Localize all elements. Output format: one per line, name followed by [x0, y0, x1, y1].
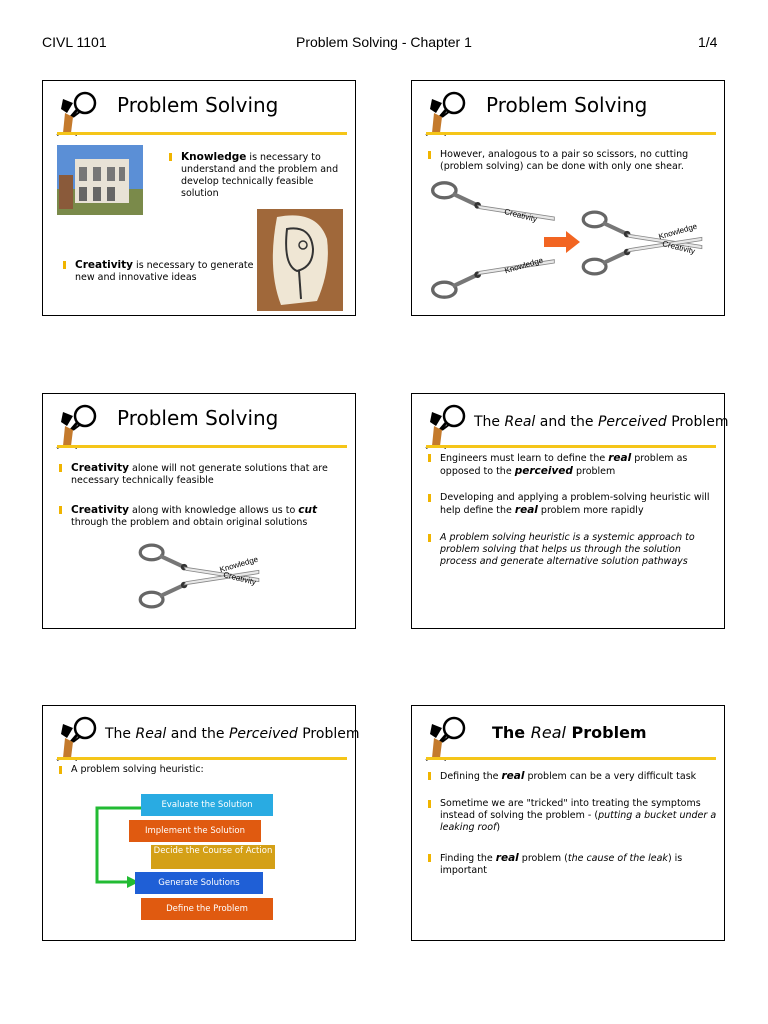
detective-logo-icon: [424, 402, 468, 450]
label-knowledge: Knowledge: [218, 554, 260, 575]
bullet-creativity-knowledge: Creativity along with knowledge allows us to cut through the problem and obtain original solutions: [59, 504, 357, 529]
bullet-tricked: Sometime we are "tricked" into treating the symptoms instead of solving the problem - (putting a bucket under a leaking roof): [428, 798, 724, 834]
detective-logo-icon: [55, 89, 99, 137]
document-title: Problem Solving - Chapter 1: [296, 34, 472, 50]
bullet-heuristic: Developing and applying a problem-solving heuristic will help define the real problem more rapidly: [428, 492, 720, 517]
slide-title: Problem Solving: [117, 406, 279, 430]
title-rule: [426, 445, 716, 448]
slide-title: The Real Problem: [492, 723, 647, 742]
bullet-define-real: Engineers must learn to define the real problem as opposed to the perceived problem: [428, 452, 720, 478]
label-knowledge-combined: Knowledge: [657, 221, 699, 242]
abstract-artwork: [257, 209, 343, 311]
course-code: CIVL 1101: [42, 34, 107, 50]
slide-real-problem: [411, 705, 725, 941]
step-decide: Decide the Course of Action: [151, 845, 275, 869]
label-creativity: Creativity: [222, 570, 257, 587]
title-rule: [426, 132, 716, 135]
slide-title: Problem Solving: [117, 93, 279, 117]
slide-title: Problem Solving: [486, 93, 648, 117]
bullet-heuristic-intro: A problem solving heuristic:: [59, 764, 351, 776]
bullet-creativity: Creativity is necessary to generate new and innovative ideas: [63, 259, 265, 284]
bullet-scissors-analogy: However, analogous to a pair so scissors, no cutting (problem solving) can be done with only one shear.: [428, 149, 726, 173]
step-define: Define the Problem: [141, 898, 273, 920]
scissor-half-creativity: [426, 177, 566, 227]
label-knowledge: Knowledge: [503, 255, 545, 276]
building-photo: [57, 145, 143, 215]
slide-real-perceived-2: [42, 705, 360, 941]
title-rule: [57, 757, 347, 760]
step-generate: Generate Solutions: [135, 872, 263, 894]
label-creativity-combined: Creativity: [661, 239, 696, 256]
slide-title: The Real and the Perceived Problem: [105, 726, 360, 742]
slide-problem-solving-3: [42, 393, 356, 629]
bullet-creativity-alone: Creativity alone will not generate solutions that are necessary technically feasible: [59, 462, 357, 487]
title-rule: [57, 445, 347, 448]
slide-problem-solving-2: [411, 80, 725, 316]
page-number: 1/4: [698, 34, 718, 50]
scissors-combined: [580, 205, 710, 281]
title-rule: [426, 757, 716, 760]
step-evaluate: Evaluate the Solution: [141, 794, 273, 816]
bullet-finding-real: Finding the real problem (the cause of the leak) is important: [428, 852, 724, 877]
slide-real-perceived-1: [411, 393, 729, 629]
slide-title: The Real and the Perceived Problem: [474, 414, 729, 430]
slide-problem-solving-1: [42, 80, 356, 316]
arrow-right-icon: [544, 231, 580, 253]
detective-logo-icon: [55, 714, 99, 762]
bullet-defining-real: Defining the real problem can be a very difficult task: [428, 770, 724, 783]
label-creativity: Creativity: [503, 207, 538, 224]
bullet-heuristic-definition: A problem solving heuristic is a systemic approach to problem solving that helps us through the solution process and generate alternative solution pathways: [428, 532, 720, 568]
detective-logo-icon: [424, 89, 468, 137]
bullet-knowledge: Knowledge is necessary to understand and the problem and develop technically feasible solution: [169, 151, 351, 200]
detective-logo-icon: [424, 714, 468, 762]
scissor-half-knowledge: [426, 253, 566, 303]
step-implement: Implement the Solution: [129, 820, 261, 842]
title-rule: [57, 132, 347, 135]
detective-logo-icon: [55, 402, 99, 450]
